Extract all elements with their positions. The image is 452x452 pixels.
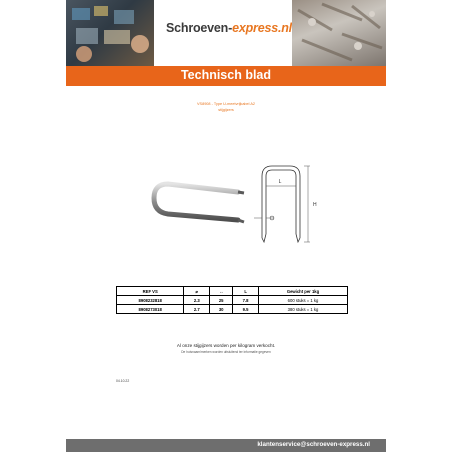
header-banner (66, 0, 386, 66)
cell-ref: 8908273018 (117, 305, 184, 314)
company-logo[interactable] (166, 21, 292, 35)
technical-drawing-staple (250, 160, 320, 244)
title-bar (66, 66, 386, 86)
col-length: L (233, 287, 259, 296)
dimension-label-l: L (278, 179, 282, 185)
cell-length: 7.8 (233, 296, 259, 305)
cell-weight: 380 stuks = 1 kg (258, 305, 347, 314)
product-photo-staple (146, 172, 246, 232)
table-row (117, 296, 348, 305)
cell-width: 30 (210, 305, 233, 314)
col-width: ↔ (210, 287, 233, 296)
col-weight: Gewicht per 1kg (258, 287, 347, 296)
table-row (117, 305, 348, 314)
col-diameter: ⌀ (184, 287, 210, 296)
page-title: Technisch blad (180, 68, 272, 82)
datasheet-page (66, 0, 386, 452)
header-photo-workbench (66, 0, 154, 66)
footer-bar (66, 439, 386, 452)
disclaimer-note: De huisnaam/merken worden uitsluitend ter informatie gegeven (181, 350, 271, 354)
table-header-row (117, 287, 348, 296)
contact-email-link[interactable]: klantenservice@schroeven-express.nl (257, 441, 370, 448)
dimension-label-h: H (313, 202, 317, 208)
cell-ref: 8908232818 (117, 296, 184, 305)
cell-diameter: 2.3 (184, 296, 210, 305)
spec-table (116, 286, 348, 314)
header-photo-screws (292, 0, 386, 66)
product-category: stijgijzers (218, 108, 234, 112)
cell-width: 25 (210, 296, 233, 305)
document-date: 04.10.22 (116, 379, 130, 383)
cell-diameter: 2.7 (184, 305, 210, 314)
col-ref: REF VS (117, 287, 184, 296)
cell-weight: 600 stuks = 1 kg (258, 296, 347, 305)
logo-text-main: Schroeven- (166, 21, 233, 35)
logo-text-accent: express.nl (232, 21, 292, 35)
product-name: VS8908 - Type U-meetvrijkabel A2 (197, 102, 255, 106)
sales-note: Al onze stijgijzers worden per kilogram verkocht. (176, 343, 276, 348)
cell-length: 9.5 (233, 305, 259, 314)
